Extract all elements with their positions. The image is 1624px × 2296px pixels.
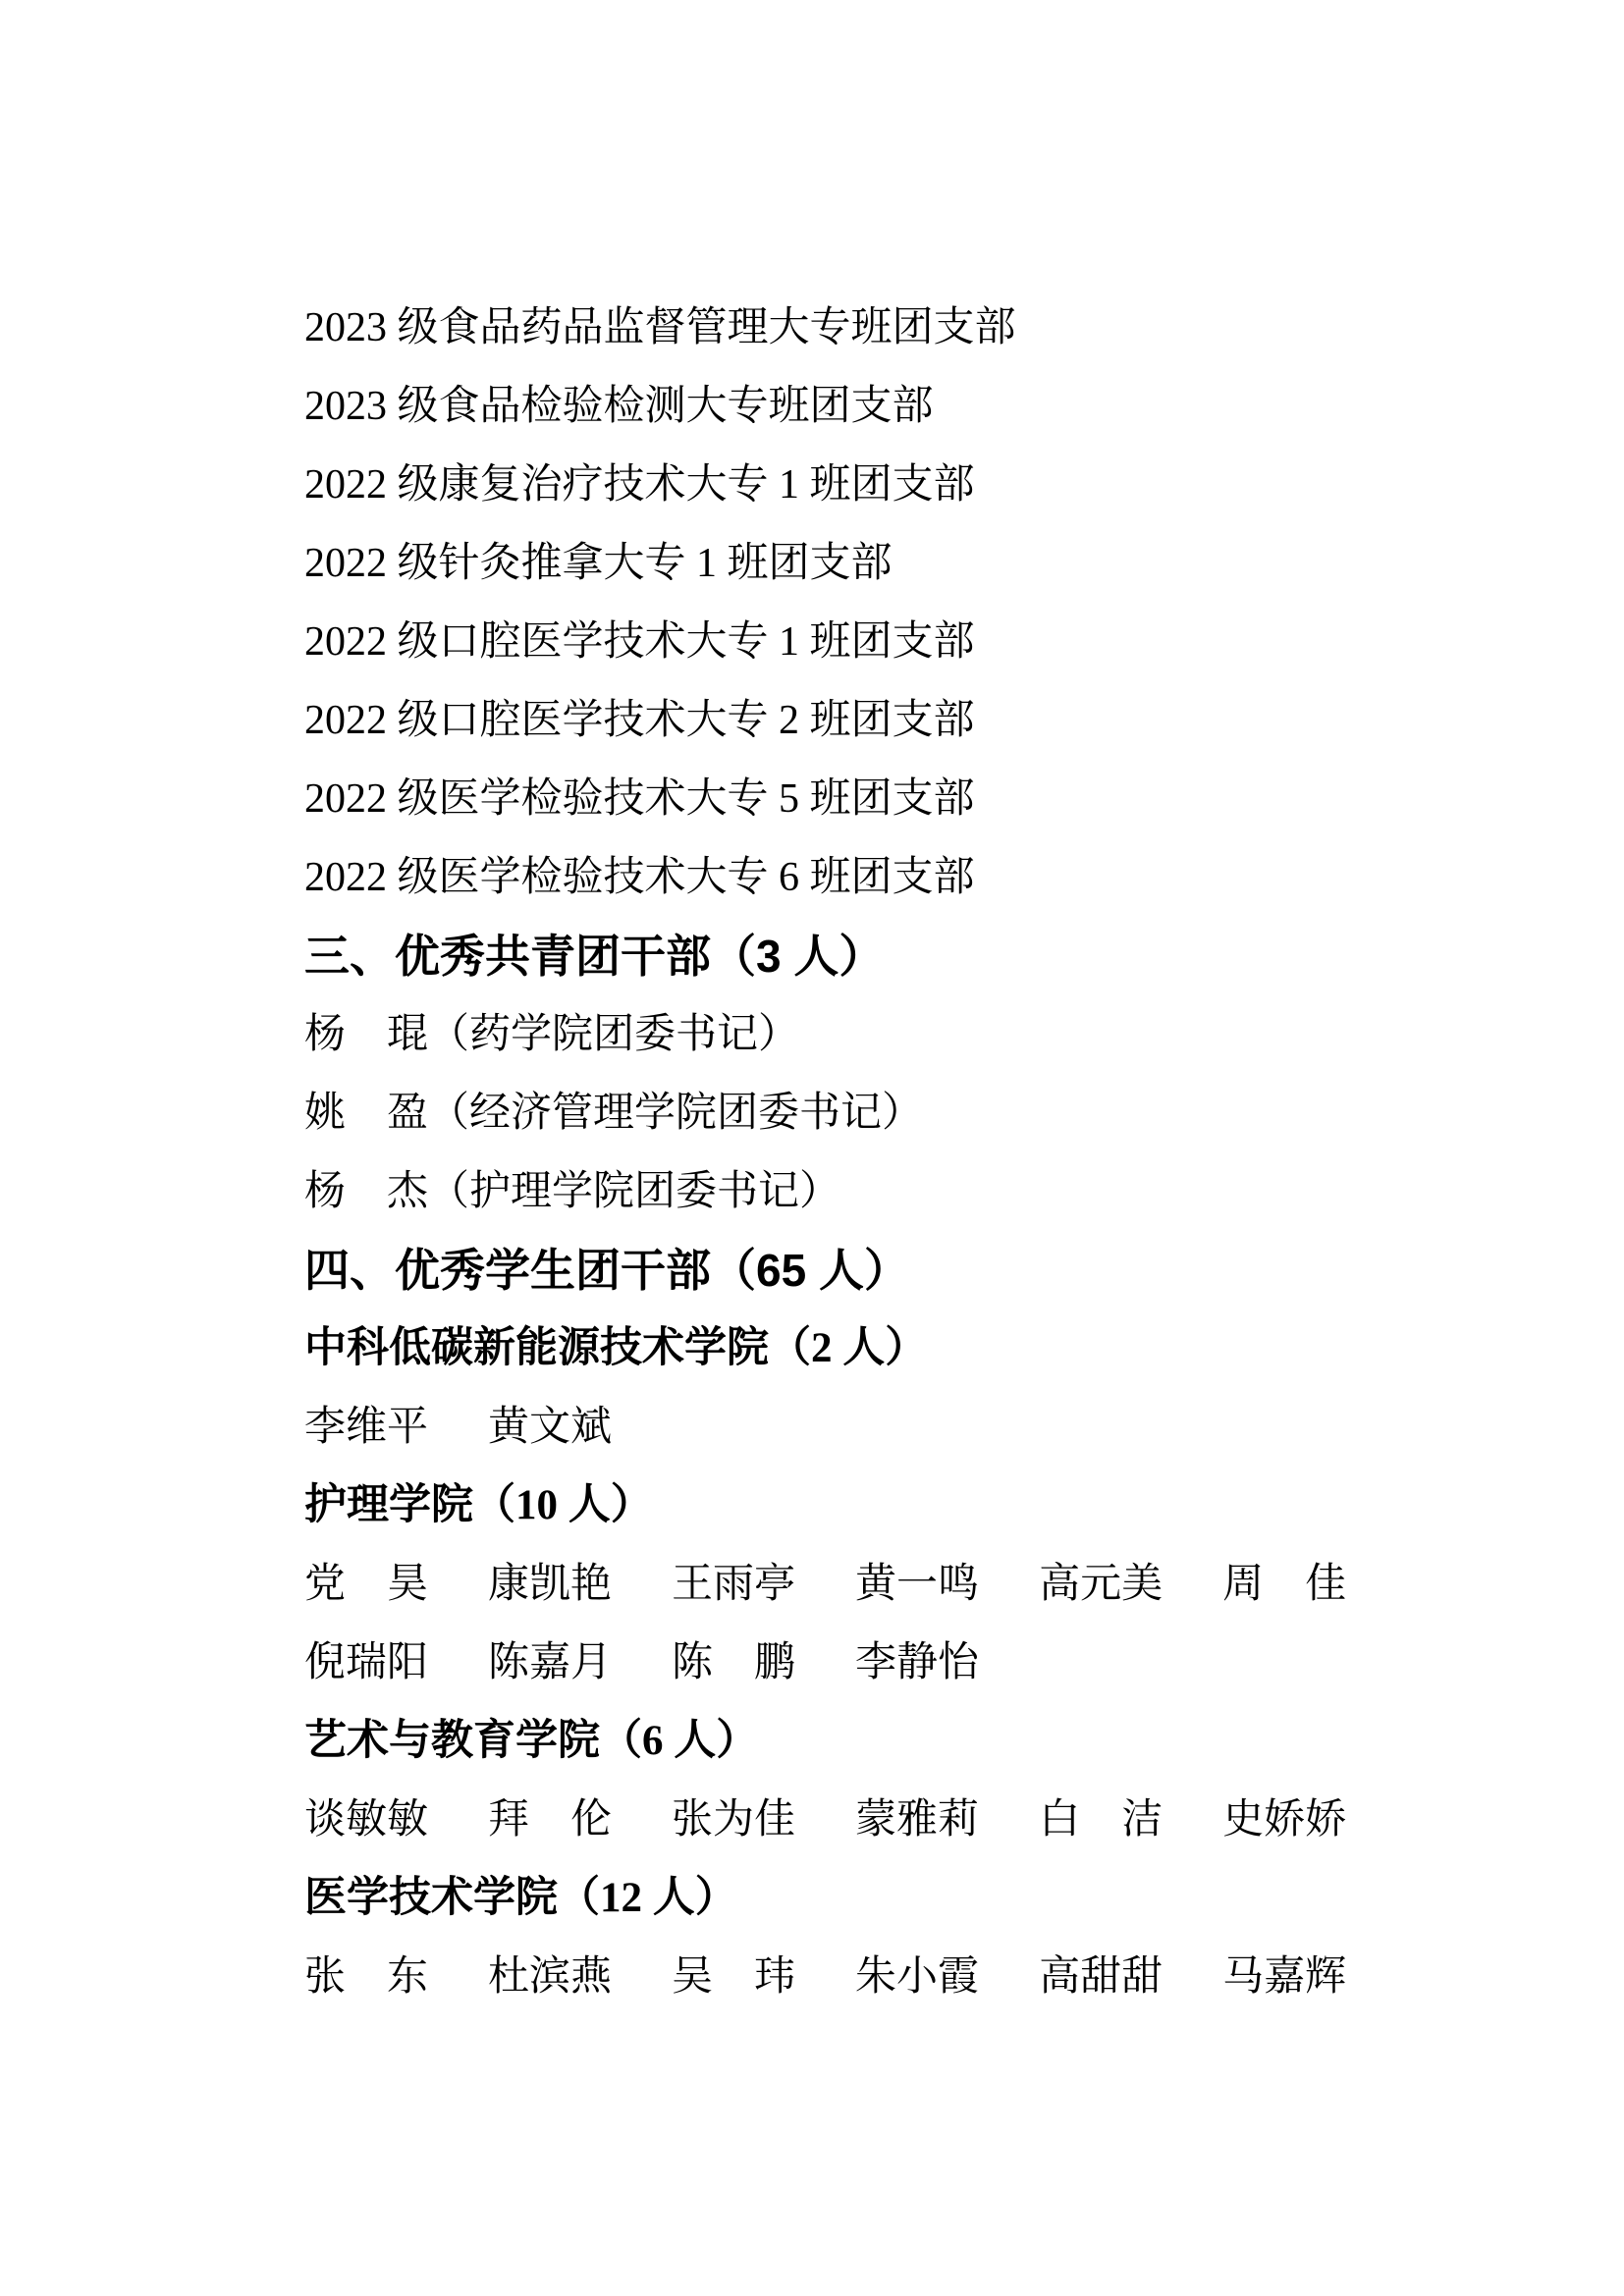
student-name: 党 昊 <box>304 1562 429 1607</box>
name-row <box>304 1388 1346 1467</box>
cadre-entry: 杨 琨（药学院团委书记） <box>304 1012 800 1057</box>
section-heading-student-cadres: 四、优秀学生团干部（65 人） <box>304 1245 909 1296</box>
student-name: 黄文斌 <box>488 1405 613 1450</box>
branch-line: 2022 级康复治疗技术大专 1 班团支部 <box>304 462 975 507</box>
student-name: 蒙雅莉 <box>855 1797 980 1842</box>
student-name: 吴 玮 <box>672 1954 796 2000</box>
student-name: 黄一鸣 <box>855 1562 980 1607</box>
student-name: 康凯艳 <box>488 1562 613 1607</box>
student-name: 李维平 <box>304 1405 429 1450</box>
student-name: 倪瑞阳 <box>304 1640 429 1685</box>
student-name: 张 东 <box>304 1954 429 2000</box>
college-heading: 护理学院（10 人） <box>304 1482 653 1528</box>
student-name: 张为佳 <box>672 1797 796 1842</box>
college-heading: 中科低碳新能源技术学院（2 人） <box>304 1325 928 1371</box>
branch-line: 2023 级食品检验检测大专班团支部 <box>304 384 934 429</box>
student-name: 白 洁 <box>1039 1797 1164 1842</box>
college-heading: 艺术与教育学院（6 人） <box>304 1718 759 1764</box>
cadre-entry: 杨 杰（护理学院团委书记） <box>304 1169 841 1214</box>
student-name: 马嘉辉 <box>1222 1954 1347 2000</box>
student-name: 杜滨燕 <box>488 1954 613 2000</box>
college-heading: 医学技术学院（12 人） <box>304 1875 737 1921</box>
student-name: 李静怡 <box>855 1640 980 1685</box>
cadre-entry: 姚 盈（经济管理学院团委书记） <box>304 1091 924 1136</box>
name-row <box>304 1938 1346 2016</box>
student-name: 谈敏敏 <box>304 1797 429 1842</box>
student-name: 陈 鹏 <box>672 1640 796 1685</box>
student-name: 周 佳 <box>1222 1562 1347 1607</box>
document-content <box>304 289 1346 2016</box>
branch-line: 2023 级食品药品监督管理大专班团支部 <box>304 305 1016 350</box>
name-row <box>304 1781 1346 1859</box>
student-name: 王雨亭 <box>672 1562 796 1607</box>
branch-line: 2022 级医学检验技术大专 6 班团支部 <box>304 855 975 900</box>
student-name: 朱小霞 <box>855 1954 980 2000</box>
branch-line: 2022 级口腔医学技术大专 1 班团支部 <box>304 619 975 665</box>
student-name: 高甜甜 <box>1039 1954 1164 2000</box>
student-name: 陈嘉月 <box>488 1640 613 1685</box>
student-name: 史娇娇 <box>1222 1797 1347 1842</box>
branch-line: 2022 级口腔医学技术大专 2 班团支部 <box>304 698 975 743</box>
branch-line: 2022 级针灸推拿大专 1 班团支部 <box>304 541 893 586</box>
student-name: 高元美 <box>1039 1562 1164 1607</box>
section-heading-league-cadres: 三、优秀共青团干部（3 人） <box>304 931 885 982</box>
student-name: 拜 伦 <box>488 1797 613 1842</box>
branch-line: 2022 级医学检验技术大专 5 班团支部 <box>304 776 975 822</box>
name-row <box>304 1624 1346 1702</box>
name-row <box>304 1545 1346 1624</box>
